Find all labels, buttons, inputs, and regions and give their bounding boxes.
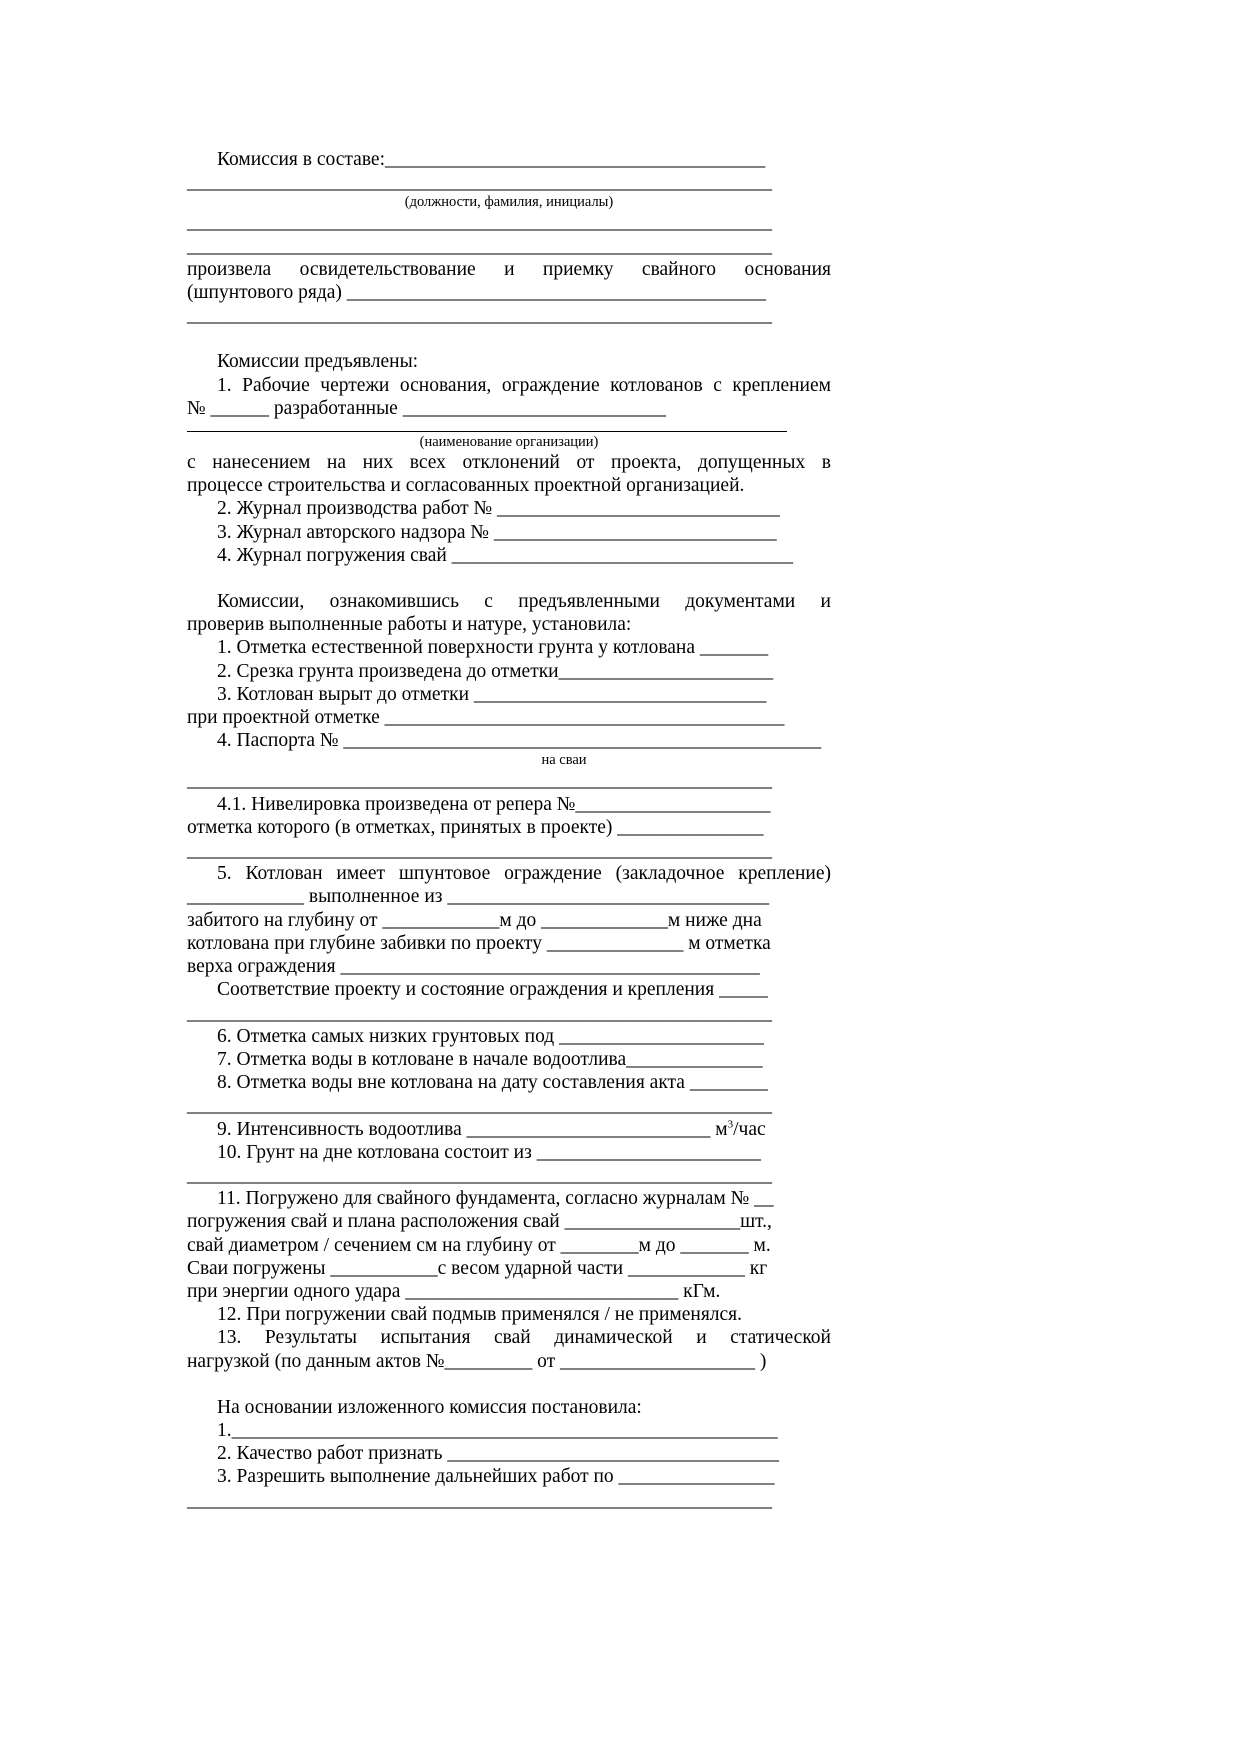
blank-line: ____________________________________________________________ <box>187 235 772 257</box>
commission-findings-intro: Комиссии, ознакомившись с предъявленными документами и <box>217 591 831 613</box>
finding-4: 4. Паспорта № _________________________________________________ <box>217 730 822 752</box>
finding-1: 1. Отметка естественной поверхности грунта у котлована _______ <box>217 637 769 659</box>
resolution-2: 2. Качество работ признать __________________________________ <box>217 1443 779 1465</box>
commission-findings-intro-2: проверив выполненные работы и натуре, установила: <box>187 614 632 636</box>
resolution-3: 3. Разрешить выполнение дальнейших работ по ________________ <box>217 1466 775 1488</box>
drawings-number-line: № ______ разработанные ___________________________ <box>187 397 666 419</box>
item-drawings: 1. Рабочие чертежи основания, ограждение котлованов с креплением <box>217 374 831 396</box>
finding-11-hammer: Сваи погружены ___________с весом ударной части ____________ кг <box>187 1257 768 1279</box>
item-pile-driving-journal: 4. Журнал погружения свай ___________________________________ <box>217 544 793 566</box>
finding-11-count: погружения свай и плана расположения свай __________________шт., <box>187 1211 772 1233</box>
finding-12: 12. При погружении свай подмыв применялся / не применялся. <box>217 1304 743 1326</box>
caption-positions-names: (должности, фамилия, инициалы) <box>404 194 614 211</box>
finding-3: 3. Котлован вырыт до отметки ______________________________ <box>217 683 767 705</box>
finding-13: 13. Результаты испытания свай динамической и статической <box>217 1327 831 1349</box>
item-supervision-journal: 3. Журнал авторского надзора № _____________________________ <box>217 521 777 543</box>
finding-5-conformity: Соответствие проекту и состояние ограждения и крепления _____ <box>217 979 768 1001</box>
caption-on-piles: на сваи <box>541 752 587 769</box>
finding-9-unit: /час <box>733 1118 766 1140</box>
blank-line: ____________________________________________________________ <box>187 770 772 792</box>
finding-11-depth: свай диаметром / сечением см на глубину от ________м до _______ м. <box>187 1234 771 1256</box>
blank-line: ____________________________________________________________ <box>187 1164 772 1186</box>
resolution-1: 1.________________________________________________________ <box>217 1419 778 1441</box>
finding-5-made-of: ____________ выполненное из _________________________________ <box>187 886 770 908</box>
deviations-line-2: процессе строительства и согласованных проектной организацией. <box>187 475 745 497</box>
finding-8: 8. Отметка воды вне котлована на дату составления акта ________ <box>217 1072 768 1094</box>
organization-rule <box>187 420 787 432</box>
finding-7: 7. Отметка воды в котловане в начале водоотлива______________ <box>217 1048 763 1070</box>
finding-13-acts: нагрузкой (по данным актов №_________ от ____________________ ) <box>187 1350 767 1372</box>
finding-9-text: 9. Интенсивность водоотлива _________________________ м <box>217 1118 728 1140</box>
act-form-body <box>187 148 831 1512</box>
finding-6: 6. Отметка самых низких грунтовых под _____________________ <box>217 1025 764 1047</box>
inspection-statement-line: произвела освидетельствование и приемку свайного основания <box>187 258 831 280</box>
finding-5-design-depth: котлована при глубине забивки по проекту ______________ м отметка <box>187 932 771 954</box>
finding-5-fence-top: верха ограждения ___________________________________________ <box>187 956 760 978</box>
blank-line: ____________________________________________________________ <box>187 172 772 194</box>
caption-organization-name: (наименование организации) <box>419 434 599 451</box>
blank-line: ____________________________________________________________ <box>187 212 772 234</box>
item-works-journal: 2. Журнал производства работ № _____________________________ <box>217 498 780 520</box>
finding-4-1-elevation: отметка которого (в отметках, принятых в проекте) _______________ <box>187 816 764 838</box>
finding-10: 10. Грунт на дне котлована состоит из _______________________ <box>217 1141 761 1163</box>
finding-2: 2. Срезка грунта произведена до отметки______________________ <box>217 660 774 682</box>
blank-line: ____________________________________________________________ <box>187 305 772 327</box>
finding-3-design-level: при проектной отметке _________________________________________ <box>187 707 785 729</box>
finding-5: 5. Котлован имеет шпунтовое ограждение (закладочное крепление) <box>217 863 831 885</box>
finding-5-depth: забитого на глубину от ____________м до _____________м ниже дна <box>187 909 762 931</box>
blank-line: ____________________________________________________________ <box>187 1489 772 1511</box>
finding-9 <box>187 1118 831 1141</box>
finding-11-energy: при энергии одного удара ____________________________ кГм. <box>187 1280 721 1302</box>
deviations-line: с нанесением на них всех отклонений от проекта, допущенных в <box>187 452 831 474</box>
finding-4-1: 4.1. Нивелировка произведена от репера №____________________ <box>217 793 771 815</box>
sheet-pile-row-line: (шпунтового ряда) ___________________________________________ <box>187 282 767 304</box>
commission-composition-line: Комиссия в составе:_______________________________________ <box>217 149 766 170</box>
blank-line: ____________________________________________________________ <box>187 1095 772 1117</box>
submitted-heading: Комиссии предъявлены: <box>217 351 419 373</box>
blank-line: ____________________________________________________________ <box>187 840 772 862</box>
cubic-superscript: 3 <box>727 1118 734 1131</box>
resolution-heading: На основании изложенного комиссия постановила: <box>217 1396 642 1418</box>
blank-line: ____________________________________________________________ <box>187 1002 772 1024</box>
finding-11: 11. Погружено для свайного фундамента, согласно журналам № __ <box>217 1188 774 1210</box>
